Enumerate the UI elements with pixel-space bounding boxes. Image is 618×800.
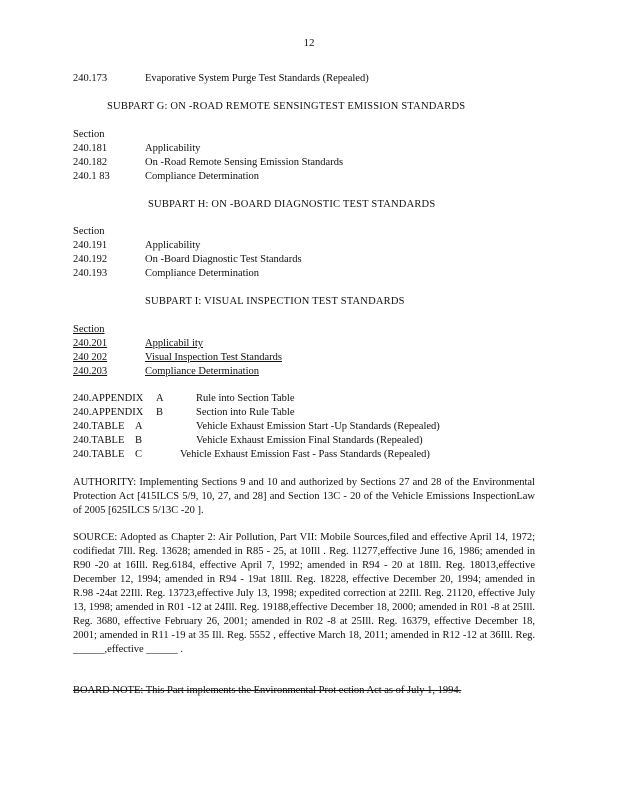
subpart-i-heading: SUBPART I: VISUAL INSPECTION TEST STANDARDS xyxy=(145,296,405,307)
subpart-h-heading: SUBPART H: ON -BOARD DIAGNOSTIC TEST STANDARDS xyxy=(148,199,436,210)
table-label: 240.TABLE xyxy=(73,449,125,460)
appendix-letter: B xyxy=(156,407,164,418)
section-number-240-202: 240 202 xyxy=(73,352,108,363)
section-label-i: Section xyxy=(73,324,105,335)
section-number-240-173: 240.173 xyxy=(73,73,108,84)
section-title-240-191: Applicability xyxy=(145,240,201,251)
section-title-240-181: Applicability xyxy=(145,143,201,154)
section-number-240-203: 240.203 xyxy=(73,366,108,377)
table-title: Vehicle Exhaust Emission Final Standards (Repealed) xyxy=(196,435,423,446)
authority-paragraph: AUTHORITY: Implementing Sections 9 and 10 and authorized by Sections 27 and 28 of the Environmental Protection Act [415ILCS 5/9, 10, 27, and 28] and Section 13C - 20 of the Vehicle Emissions InspectionLaw of 2005 [625ILCS 5/13C -20 ]. xyxy=(73,477,535,516)
table-letter: B xyxy=(135,435,143,446)
subpart-g-heading: SUBPART G: ON -ROAD REMOTE SENSINGTEST EMISSION STANDARDS xyxy=(107,101,466,112)
page-number: 12 xyxy=(303,37,315,49)
table-label: 240.TABLE xyxy=(73,421,125,432)
source-paragraph: SOURCE: Adopted as Chapter 2: Air Pollution, Part VII: Mobile Sources,filed and effective April 14, 1972; codifiedat 7Ill. Reg. 13628; amended in R85 - 25, at 10Ill . Reg. 11277,effective June 16, 1986; amended in R90 -20 at 16Ill. Reg.6184, effective April 7, 1992; amended in R94 - 20 at 18Ill. Reg. 18013,effective December 12, 1994; amended in R94 - 19at 18Ill. Reg. 18228, effective December 20, 1994; amended in R.98 -24at 22Ill. Reg. 13723,effective July 13, 1998; expedited correction at 22Ill. Reg. 21120, effective July 13, 1998; amended in R01 -12 at 24Ill. Reg. 19188,effective December 18, 2000; amended in R01 -8 at 25Ill. Reg. 3680, effective February 26, 2001; amended in R02 -8 at 25Ill. Reg. 16379, effective December 18, 2001; amended in R11 -19 at 35 Ill. Reg. 5552 , effective March 18, 2011; amended in R12 -12 at 36Ill. Reg. ______,effective ______ . xyxy=(73,532,535,655)
section-label-h: Section xyxy=(73,226,105,237)
section-number-240-201: 240.201 xyxy=(73,338,108,349)
appendix-label: 240.APPENDIX xyxy=(73,393,144,404)
section-title-240-193: Compliance Determination xyxy=(145,268,260,279)
table-title: Vehicle Exhaust Emission Fast - Pass Standards (Repealed) xyxy=(180,449,430,460)
section-title-240-192: On -Board Diagnostic Test Standards xyxy=(145,254,302,265)
section-number-240-193: 240.193 xyxy=(73,268,108,279)
appendix-title: Section into Rule Table xyxy=(196,407,295,418)
section-title-240-203: Compliance Determination xyxy=(145,366,260,377)
appendix-label: 240.APPENDIX xyxy=(73,407,144,418)
section-number-240-181: 240.181 xyxy=(73,143,108,154)
section-title-240-182: On -Road Remote Sensing Emission Standards xyxy=(145,157,344,168)
section-number-240-182: 240.182 xyxy=(73,157,108,168)
section-title-240-173: Evaporative System Purge Test Standards (Repealed) xyxy=(145,73,369,84)
section-label-g: Section xyxy=(73,129,105,140)
section-title-240-201: Applicabil ity xyxy=(145,338,204,349)
appendix-title: Rule into Section Table xyxy=(196,393,295,404)
table-letter: A xyxy=(135,421,143,432)
section-number-240-183: 240.1 83 xyxy=(73,171,110,182)
section-number-240-192: 240.192 xyxy=(73,254,108,265)
table-title: Vehicle Exhaust Emission Start -Up Standards (Repealed) xyxy=(196,421,440,432)
table-label: 240.TABLE xyxy=(73,435,125,446)
section-number-240-191: 240.191 xyxy=(73,240,108,251)
section-title-240-202: Visual Inspection Test Standards xyxy=(145,352,282,363)
appendix-letter: A xyxy=(156,393,164,404)
section-title-240-183: Compliance Determination xyxy=(145,171,260,182)
table-letter: C xyxy=(135,449,143,460)
board-note: BOARD NOTE: This Part implements the Environmental Prot ection Act as of July 1, 1994. xyxy=(73,685,462,696)
